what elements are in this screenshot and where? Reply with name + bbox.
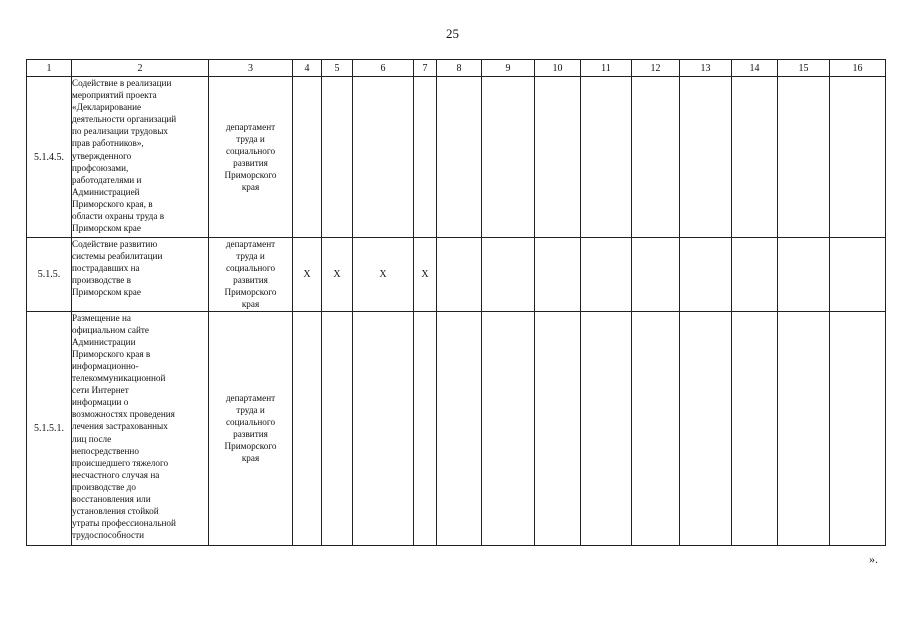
name-line: телекоммуникационной bbox=[72, 373, 166, 384]
mark-cell bbox=[680, 311, 732, 545]
column-header: 5 bbox=[322, 60, 353, 77]
page-number: 25 bbox=[446, 26, 459, 41]
name-line: Приморского края, в bbox=[72, 198, 153, 209]
name-line: утраты профессиональной bbox=[72, 518, 176, 529]
measure-executor bbox=[209, 311, 293, 545]
name-line: происшедшего тяжелого bbox=[72, 457, 169, 468]
mark-cell bbox=[535, 311, 581, 545]
executor-line: труда и bbox=[236, 251, 265, 262]
mark-cell bbox=[293, 311, 322, 545]
name-line: производстве до bbox=[72, 481, 136, 492]
name-line: лиц после bbox=[72, 433, 112, 444]
mark-cell bbox=[632, 311, 680, 545]
mark-cell bbox=[293, 77, 322, 238]
name-line: лечения застрахованных bbox=[72, 421, 168, 432]
executor-line: Приморского bbox=[224, 170, 277, 181]
closing-quote-mark: ». bbox=[869, 552, 878, 566]
mark-cell bbox=[732, 238, 778, 312]
mark-cell bbox=[482, 77, 535, 238]
mark-cell bbox=[482, 311, 535, 545]
executor-line: края bbox=[241, 299, 260, 310]
name-line: «Декларирование bbox=[72, 102, 142, 113]
mark-cell bbox=[632, 77, 680, 238]
name-line: трудоспособности bbox=[72, 530, 145, 541]
name-line: утвержденного bbox=[72, 150, 132, 161]
mark-cell bbox=[437, 311, 482, 545]
name-line: работодателями и bbox=[72, 174, 142, 185]
name-line: по реализации трудовых bbox=[72, 126, 168, 137]
executor-line: Приморского bbox=[224, 441, 277, 452]
name-line: системы реабилитации bbox=[72, 251, 163, 262]
name-line: Приморском крае bbox=[72, 223, 141, 234]
name-line: Администрации bbox=[72, 336, 136, 347]
column-header: 11 bbox=[581, 60, 632, 77]
column-header: 2 bbox=[72, 60, 209, 77]
name-line: профсоюзами, bbox=[72, 162, 129, 173]
mark-cell bbox=[437, 77, 482, 238]
column-header: 15 bbox=[778, 60, 830, 77]
measure-number: 5.1.5.1. bbox=[27, 311, 72, 545]
mark-cell bbox=[732, 77, 778, 238]
mark-cell bbox=[535, 77, 581, 238]
mark-cell bbox=[437, 238, 482, 312]
executor-line: департамент bbox=[225, 392, 276, 403]
mark-cell bbox=[778, 311, 830, 545]
mark-cell bbox=[322, 77, 353, 238]
column-number-row bbox=[27, 60, 886, 77]
executor-line: края bbox=[241, 182, 260, 193]
executor-line: социального bbox=[225, 416, 276, 427]
name-line: Приморском крае bbox=[72, 287, 141, 298]
measure-executor bbox=[209, 77, 293, 238]
column-header: 14 bbox=[732, 60, 778, 77]
executor-line: департамент bbox=[225, 239, 276, 249]
column-header: 12 bbox=[632, 60, 680, 77]
name-line: информации о bbox=[72, 397, 129, 408]
column-header: 10 bbox=[535, 60, 581, 77]
mark-cell bbox=[680, 238, 732, 312]
measure-name bbox=[72, 311, 209, 545]
table-row bbox=[27, 311, 886, 545]
mark-cell bbox=[632, 238, 680, 312]
mark-cell: X bbox=[322, 238, 353, 312]
mark-cell: X bbox=[353, 238, 414, 312]
column-header: 9 bbox=[482, 60, 535, 77]
table-row bbox=[27, 238, 886, 312]
mark-cell bbox=[535, 238, 581, 312]
executor-line: социального bbox=[225, 263, 276, 274]
name-line: прав работников», bbox=[72, 138, 144, 149]
name-line: информационно- bbox=[72, 360, 139, 371]
measure-number: 5.1.5. bbox=[27, 238, 72, 312]
mark-cell bbox=[322, 311, 353, 545]
executor-line: развития bbox=[233, 429, 268, 440]
executor-line: департамент bbox=[225, 121, 276, 132]
name-line: сети Интернет bbox=[72, 385, 129, 396]
name-line: производстве в bbox=[72, 275, 132, 286]
mark-cell bbox=[680, 77, 732, 238]
name-line: несчастного случая на bbox=[72, 469, 160, 480]
mark-cell bbox=[830, 77, 886, 238]
name-line: Содействие в реализации bbox=[72, 78, 172, 88]
executor-line: труда и bbox=[236, 133, 265, 144]
mark-cell bbox=[581, 311, 632, 545]
executor-line: развития bbox=[233, 275, 268, 286]
name-line: области охраны труда в bbox=[72, 211, 165, 222]
name-line: установления стойкой bbox=[72, 506, 159, 517]
name-line: Содействие развитию bbox=[72, 239, 158, 249]
measure-number: 5.1.4.5. bbox=[27, 77, 72, 238]
column-header: 8 bbox=[437, 60, 482, 77]
name-line: Администрацией bbox=[72, 186, 140, 197]
name-line: непосредственно bbox=[72, 445, 139, 456]
measure-executor bbox=[209, 238, 293, 312]
column-header: 3 bbox=[209, 60, 293, 77]
mark-cell bbox=[830, 311, 886, 545]
column-header: 4 bbox=[293, 60, 322, 77]
executor-line: социального bbox=[225, 145, 276, 156]
name-line: восстановления или bbox=[72, 493, 151, 504]
column-header: 13 bbox=[680, 60, 732, 77]
name-line: Приморского края в bbox=[72, 348, 151, 359]
column-header: 7 bbox=[414, 60, 437, 77]
measures-table bbox=[26, 59, 886, 546]
mark-cell bbox=[414, 311, 437, 545]
mark-cell: X bbox=[414, 238, 437, 312]
mark-cell: X bbox=[293, 238, 322, 312]
measure-name bbox=[72, 77, 209, 238]
mark-cell bbox=[778, 238, 830, 312]
measure-name bbox=[72, 238, 209, 312]
name-line: официальном сайте bbox=[72, 324, 149, 335]
name-line: мероприятий проекта bbox=[72, 90, 157, 101]
table-row bbox=[27, 77, 886, 238]
mark-cell bbox=[830, 238, 886, 312]
name-line: Размещение на bbox=[72, 312, 131, 323]
name-line: пострадавших на bbox=[72, 263, 140, 274]
executor-line: Приморского bbox=[224, 287, 277, 298]
executor-line: труда и bbox=[236, 404, 265, 415]
mark-cell bbox=[778, 77, 830, 238]
mark-cell bbox=[353, 311, 414, 545]
mark-cell bbox=[732, 311, 778, 545]
column-header: 16 bbox=[830, 60, 886, 77]
mark-cell bbox=[353, 77, 414, 238]
name-line: деятельности организаций bbox=[72, 114, 177, 125]
column-header: 6 bbox=[353, 60, 414, 77]
mark-cell bbox=[581, 77, 632, 238]
mark-cell bbox=[414, 77, 437, 238]
mark-cell bbox=[482, 238, 535, 312]
executor-line: края bbox=[241, 453, 260, 464]
column-header: 1 bbox=[27, 60, 72, 77]
name-line: возможностях проведения bbox=[72, 409, 175, 420]
mark-cell bbox=[581, 238, 632, 312]
executor-line: развития bbox=[233, 158, 268, 168]
